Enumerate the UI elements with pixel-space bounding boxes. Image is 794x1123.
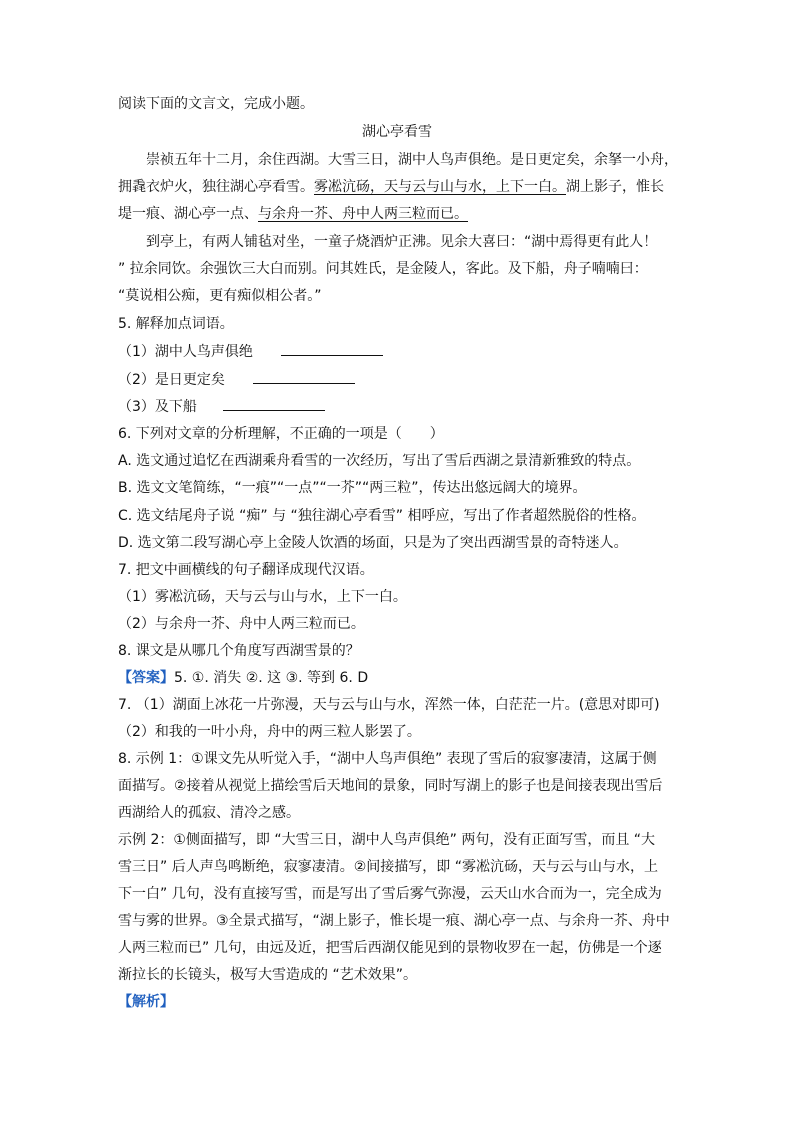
answer-8-line: 面描写。②接着从视觉上描绘雪后天地间的景象，同时写湖上的影子也是间接表现出雪后 [118,778,663,794]
passage-line: 拥毳衣炉火，独往湖心亭看雪。雾凇沆砀，天与云与山与水，上下一白。湖上影子，惟长 [118,179,664,195]
answer-8-line: 雪与雾的世界。③全景式描写，“湖上影子，惟长堤一痕、湖心亭一点、与余舟一芥、舟中 [118,913,670,929]
question-5-stem: 5. 解释加点词语。 [118,316,234,332]
underlined-sentence: 与余舟一芥、舟中人两三粒而已。 [258,206,468,222]
answer-8-line: 雪三日” 后人声鸟鸣断绝，寂寥凄清。②间接描写，即 “雾凇沆砀，天与云与山与水，上 [118,859,658,875]
passage-line: 崇祯五年十二月，余住西湖。大雪三日，湖中人鸟声俱绝。是日更定矣，余拏一小舟， [146,152,678,168]
analysis-tag: 【解析】 [118,994,174,1010]
answer-tag: 【答案】 [118,670,174,686]
question-7-item: （2）与余舟一芥、舟中人两三粒而已。 [118,616,365,632]
passage-line: “莫说相公痴，更有痴似相公者。” [118,288,322,304]
answer-8-line: 下一白” 几句，没有直接写雪，而是写出了雪后雾气弥漫，云天山水合而为一，完全成为 [118,886,662,902]
question-5-item: （2）是日更定矣 [118,369,355,390]
question-6-option-c: C. 选文结尾舟子说 “痴” 与 “独往湖心亭看雪” 相呼应，写出了作者超然脱俗的性格。 [118,508,646,524]
question-5-item: （1）湖中人鸟声俱绝 [118,341,383,362]
answer-8-line: 人两三粒而已” 几句，由远及近，把雪后西湖仅能见到的景物收罗在一起，仿佛是一个逐 [118,940,662,956]
answer-blank[interactable] [281,341,383,356]
question-5-item: （3）及下船 [118,396,325,417]
answer-5-6: 【答案】5. ①. 消失 ②. 这 ③. 等到 6. D [118,670,369,686]
answer-blank[interactable] [223,396,325,411]
answer-7-2: （2）和我的一叶小舟，舟中的两三粒人影罢了。 [118,724,421,740]
passage-line: ” 拉余同饮。余强饮三大白而别。问其姓氏，是金陵人，客此。及下船，舟子喃喃曰： [118,261,648,277]
question-7-item: （1）雾凇沆砀，天与云与山与水，上下一白。 [118,589,407,605]
question-6-option-a: A. 选文通过追忆在西湖乘舟看雪的一次经历，写出了雪后西湖之景清新雅致的特点。 [118,453,641,469]
passage-title: 湖心亭看雪 [362,124,432,140]
question-8-stem: 8. 课文是从哪几个角度写西湖雪景的？ [118,643,360,659]
answer-8-line: 8. 示例 1：①课文先从听觉入手，“湖中人鸟声俱绝” 表现了雪后的寂寥凄清，这属于侧 [118,751,657,767]
question-6-stem: 6. 下列对文章的分析理解，不正确的一项是（ ） [118,426,444,442]
question-7-stem: 7. 把文中画横线的句子翻译成现代汉语。 [118,562,374,578]
answer-8-line: 西湖给人的孤寂、清冷之感。 [118,805,300,821]
instruction: 阅读下面的文言文，完成小题。 [118,96,314,112]
answer-7-1: 7. （1）湖面上冰花一片弥漫，天与云与山与水，浑然一体，白茫茫一片。(意思对即可) [118,697,660,713]
answer-8-line: 示例 2：①侧面描写，即 “大雪三日，湖中人鸟声俱绝” 两句，没有正面写雪，而且 “大 [118,832,656,848]
passage-line: 到亭上，有两人铺毡对坐，一童子烧酒炉正沸。见余大喜曰：“湖中焉得更有此人！ [146,234,658,250]
question-6-option-b: B. 选文文笔简练，“一痕”“一点”“一芥”“两三粒”，传达出悠远阔大的境界。 [118,480,587,496]
underlined-sentence: 雾凇沆砀，天与云与山与水，上下一白。 [314,179,566,195]
passage-line: 堤一痕、湖心亭一点、与余舟一芥、舟中人两三粒而已。 [118,206,468,222]
answer-8-line: 渐拉长的长镜头，极写大雪造成的 “艺术效果”。 [118,967,417,983]
answer-blank[interactable] [253,369,355,384]
question-6-option-d: D. 选文第二段写湖心亭上金陵人饮酒的场面，只是为了突出西湖雪景的奇特迷人。 [118,535,628,551]
